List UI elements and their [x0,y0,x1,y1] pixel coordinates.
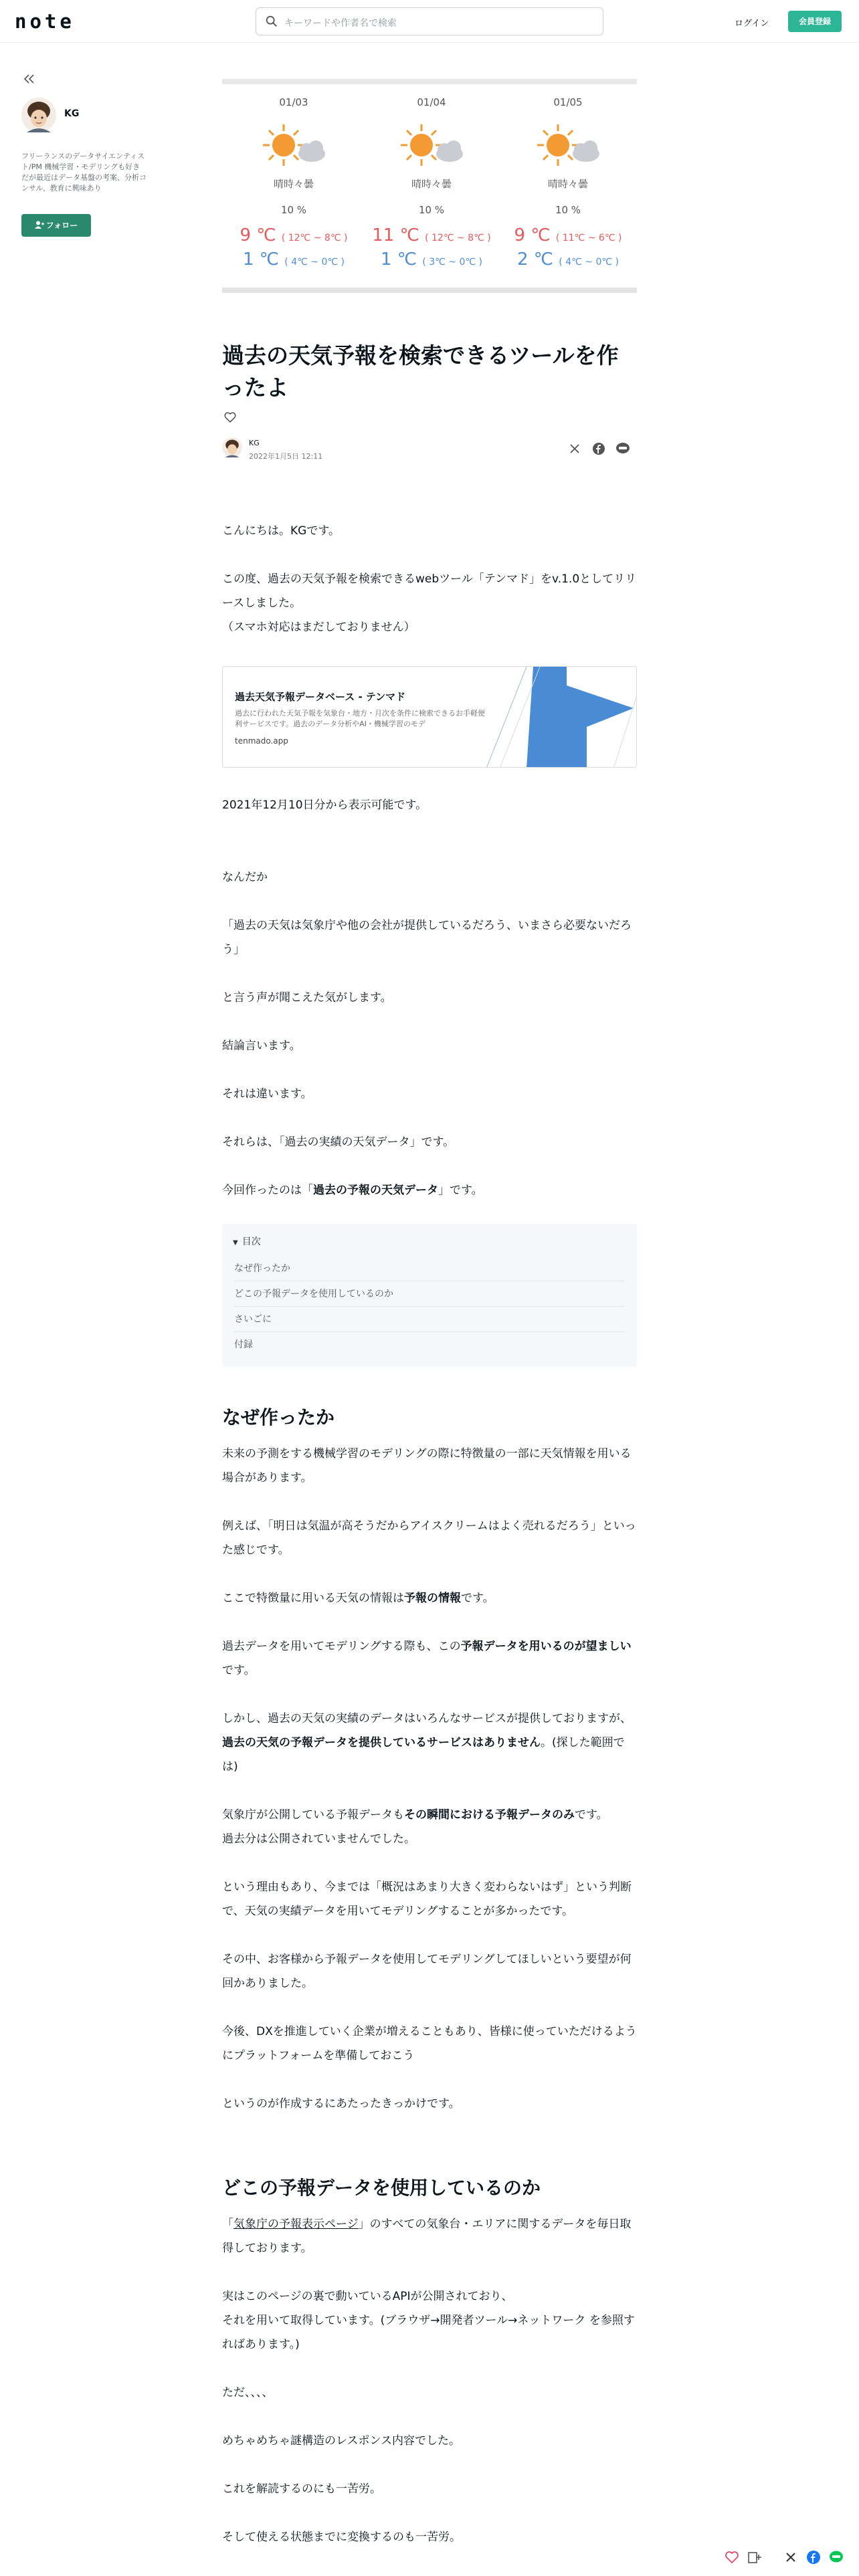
search-placeholder: キーワードや作者名で検索 [284,18,397,29]
forecast-min [363,249,500,270]
author-avatar-small[interactable] [222,437,242,457]
text: です。 [461,1592,494,1605]
paragraph [222,1707,637,1779]
paragraph [222,1586,637,1610]
paragraph: そして使える状態までに変換するのも一苦労。 [222,2531,461,2544]
forecast-pop: 10 % [280,204,307,216]
forecast-telop: 晴時々曇 [273,178,314,190]
toc-heading[interactable] [233,1235,261,1248]
collapse-sidebar-icon[interactable] [23,72,36,86]
heart-icon[interactable] [724,2549,740,2565]
signup-button[interactable]: 会員登録 [788,11,842,32]
paragraph: なんだか [222,871,268,884]
heart-icon[interactable] [223,411,237,424]
text: 過去データを用いてモデリングする際も、この [222,1640,461,1653]
max-range: ( 11℃ ~ 6℃ ) [555,233,622,243]
forecast-day-1 [225,94,363,288]
max-temp: 11 ℃ [372,225,419,245]
max-range: ( 12℃ ~ 8℃ ) [425,233,491,243]
paragraph: と言う声が聞こえた気がします。 [222,991,392,1004]
paragraph [222,2212,637,2260]
min-temp: 1 ℃ [243,249,280,270]
toc-item[interactable]: なぜ作ったか [234,1256,625,1281]
forecast-max [499,225,637,245]
text: 気象庁が公開している予報データも [222,1808,404,1822]
note-logo[interactable]: note [15,10,75,33]
paragraph: この度、過去の天気予報を検索できるwebツール「テンマド」をv.1.0としてリリースしました。 [222,572,637,610]
text: です。 [575,1808,608,1822]
text: です。 [222,1664,256,1677]
paragraph [222,1178,637,1202]
min-range: ( 3℃ ~ 0℃ ) [422,257,482,267]
magazine-add-icon[interactable] [747,2549,763,2565]
follow-label: フォロー [45,221,78,230]
user-plus-icon [35,221,44,229]
article-body-2 [222,793,637,1202]
paragraph: めちゃめちゃ謎構造のレスポンス内容でした。 [222,2434,460,2448]
x-share-icon[interactable] [567,441,582,456]
paragraph: （スマホ対応はまだしておりません） [222,621,415,634]
paragraph: という理由もあり、今までは「概況はあまり大きく変わらないはず」という判断で、天気の実績データを用いてモデリングすることが多かったです。 [222,1881,632,1918]
line-share-icon[interactable] [615,441,630,456]
forecast-date: 01/05 [553,96,583,108]
section-heading: なぜ作ったか [222,1406,335,1428]
paragraph: ただ、、、、 [222,2386,274,2399]
caret-down-icon: ▼ [233,1239,238,1247]
paragraph: 未来の予測をする機械学習のモデリングの際に特徴量の一部に天気情報を用いる場合があります。 [222,1447,632,1485]
facebook-share-icon[interactable] [805,2549,822,2565]
forecast-telop: 晴時々曇 [411,178,452,190]
forecast-min [499,249,637,270]
facebook-share-icon[interactable] [591,441,606,456]
text: しかし、過去の天気の実績のデータはいろんなサービスが提供しておりますが、 [222,1712,632,1725]
forecast-day-2 [363,94,500,288]
paragraph: 実はこのページの裏で動いているAPIが公開されており、 [222,2290,513,2303]
table-of-contents [222,1224,637,1367]
author-name[interactable]: KG [64,108,80,119]
bold-text: 予報の情報 [404,1592,461,1605]
paragraph: それを用いて取得しています。(ブラウザ→開発者ツール→ネットワーク を参照すればあります。) [222,2314,635,2351]
article-title: 過去の天気予報を検索できるツールを作ったよ [222,342,619,401]
link-card-url: tenmado.app [235,736,288,746]
toc-item[interactable]: さいごに [234,1307,625,1332]
article-date: 2022年1月5日 12:11 [249,452,323,461]
text: ここで特徴量に用いる天気の情報は [222,1592,404,1605]
text: 」のすべての気象台・エリアに関するデータを毎日取得しております。 [222,2218,632,2255]
max-temp: 9 ℃ [514,225,551,245]
max-range: ( 12℃ ~ 8℃ ) [281,233,348,243]
forecast-max [363,225,500,245]
paragraph: というのが作成するにあたったきっかけです。 [222,2097,460,2111]
search-icon [264,14,279,29]
link-card-thumbnail [486,667,637,768]
forecast-date: 01/04 [417,96,446,108]
search-input[interactable] [256,7,603,35]
author-bio: フリーランスのデータサイエンティスト/PM 機械学習・モデリングも好きだが最近はデータ基盤の考案、分析コンサル、教育に興味あり [21,152,147,193]
forecast-pop: 10 % [555,204,581,216]
sunny-cloudy-icon [531,118,605,171]
section-heading: どこの予報データを使用しているのか [222,2177,541,2199]
article-author[interactable]: KG [249,439,260,447]
min-temp: 2 ℃ [517,249,554,270]
paragraph: それは違います。 [222,1087,312,1101]
paragraph: 「過去の天気は気象庁や他の会社が提供しているだろう、いまさら必要ないだろう」 [222,919,632,956]
paragraph: これを解読するのにも一苦労。 [222,2482,381,2496]
paragraph: 過去分は公開されていませんでした。 [222,1832,415,1846]
toc-heading-label: 目次 [242,1237,261,1247]
article-body [222,519,637,639]
min-range: ( 4℃ ~ 0℃ ) [559,257,619,267]
paragraph: その中、お客様から予報データを使用してモデリングしてほしいという要望が何回かありました。 [222,1953,632,1990]
x-share-icon[interactable] [783,2549,799,2565]
text: 」です。 [438,1184,483,1197]
forecast-day-3 [499,94,637,288]
sunny-cloudy-icon [395,118,468,171]
min-temp: 1 ℃ [381,249,417,270]
jma-forecast-link[interactable]: 気象庁の予報表示ページ [233,2218,359,2231]
login-link[interactable]: ログイン [735,19,769,29]
max-temp: 9 ℃ [240,225,276,245]
toc-item[interactable]: どこの予報データを使用しているのか [234,1281,625,1307]
bold-text: 過去の天気の予報データを提供しているサービスはありません [222,1736,541,1749]
paragraph: 2021年12月10日分から表示可能です。 [222,798,427,812]
text: 「 [222,2218,233,2231]
paragraph: こんにちは。KGです。 [222,524,340,538]
author-avatar[interactable] [21,98,56,132]
toc-item[interactable]: 付録 [234,1339,253,1350]
link-card-description: 過去に行われた天気予報を気象台・地方・月次を条件に検索できるお手軽便利サービスです。過去のデータ分析やAI・機械学習のモデ [235,709,485,728]
site-header [0,0,859,43]
bold-text: 過去の予報の天気データ [313,1184,438,1197]
link-card-title: 過去天気予報データベース - テンマド [235,691,406,703]
forecast-telop: 晴時々曇 [547,178,588,190]
min-range: ( 4℃ ~ 0℃ ) [284,257,345,267]
paragraph: それらは、「過去の実績の天気データ」です。 [222,1136,455,1149]
forecast-max [225,225,363,245]
bold-text: 予報データを用いるのが望ましい [460,1640,632,1653]
weather-forecast-image [222,79,637,293]
forecast-min [225,249,363,270]
text: 今回作ったのは「 [222,1184,313,1197]
paragraph [222,1803,637,1827]
section-body [222,2212,637,2549]
forecast-pop: 10 % [418,204,445,216]
paragraph: 例えば、「明日は気温が高そうだからアイスクリームはよく売れるだろう」といった感じです。 [222,1519,636,1557]
sunny-cloudy-icon [257,118,330,171]
line-share-icon[interactable] [828,2549,844,2565]
follow-button[interactable] [21,214,91,237]
bold-text: その瞬間における予報データのみ [404,1808,575,1822]
paragraph: 結論言います。 [222,1039,301,1053]
text: 。(探した範囲では) [222,1736,625,1774]
section-body [222,1442,637,2116]
link-card[interactable] [222,666,637,768]
forecast-date: 01/03 [279,96,308,108]
paragraph: 今後、DXを推進していく企業が増えることもあり、皆様に使っていただけるようにプラットフォームを準備しておこう [222,2025,637,2062]
paragraph [222,1634,637,1683]
